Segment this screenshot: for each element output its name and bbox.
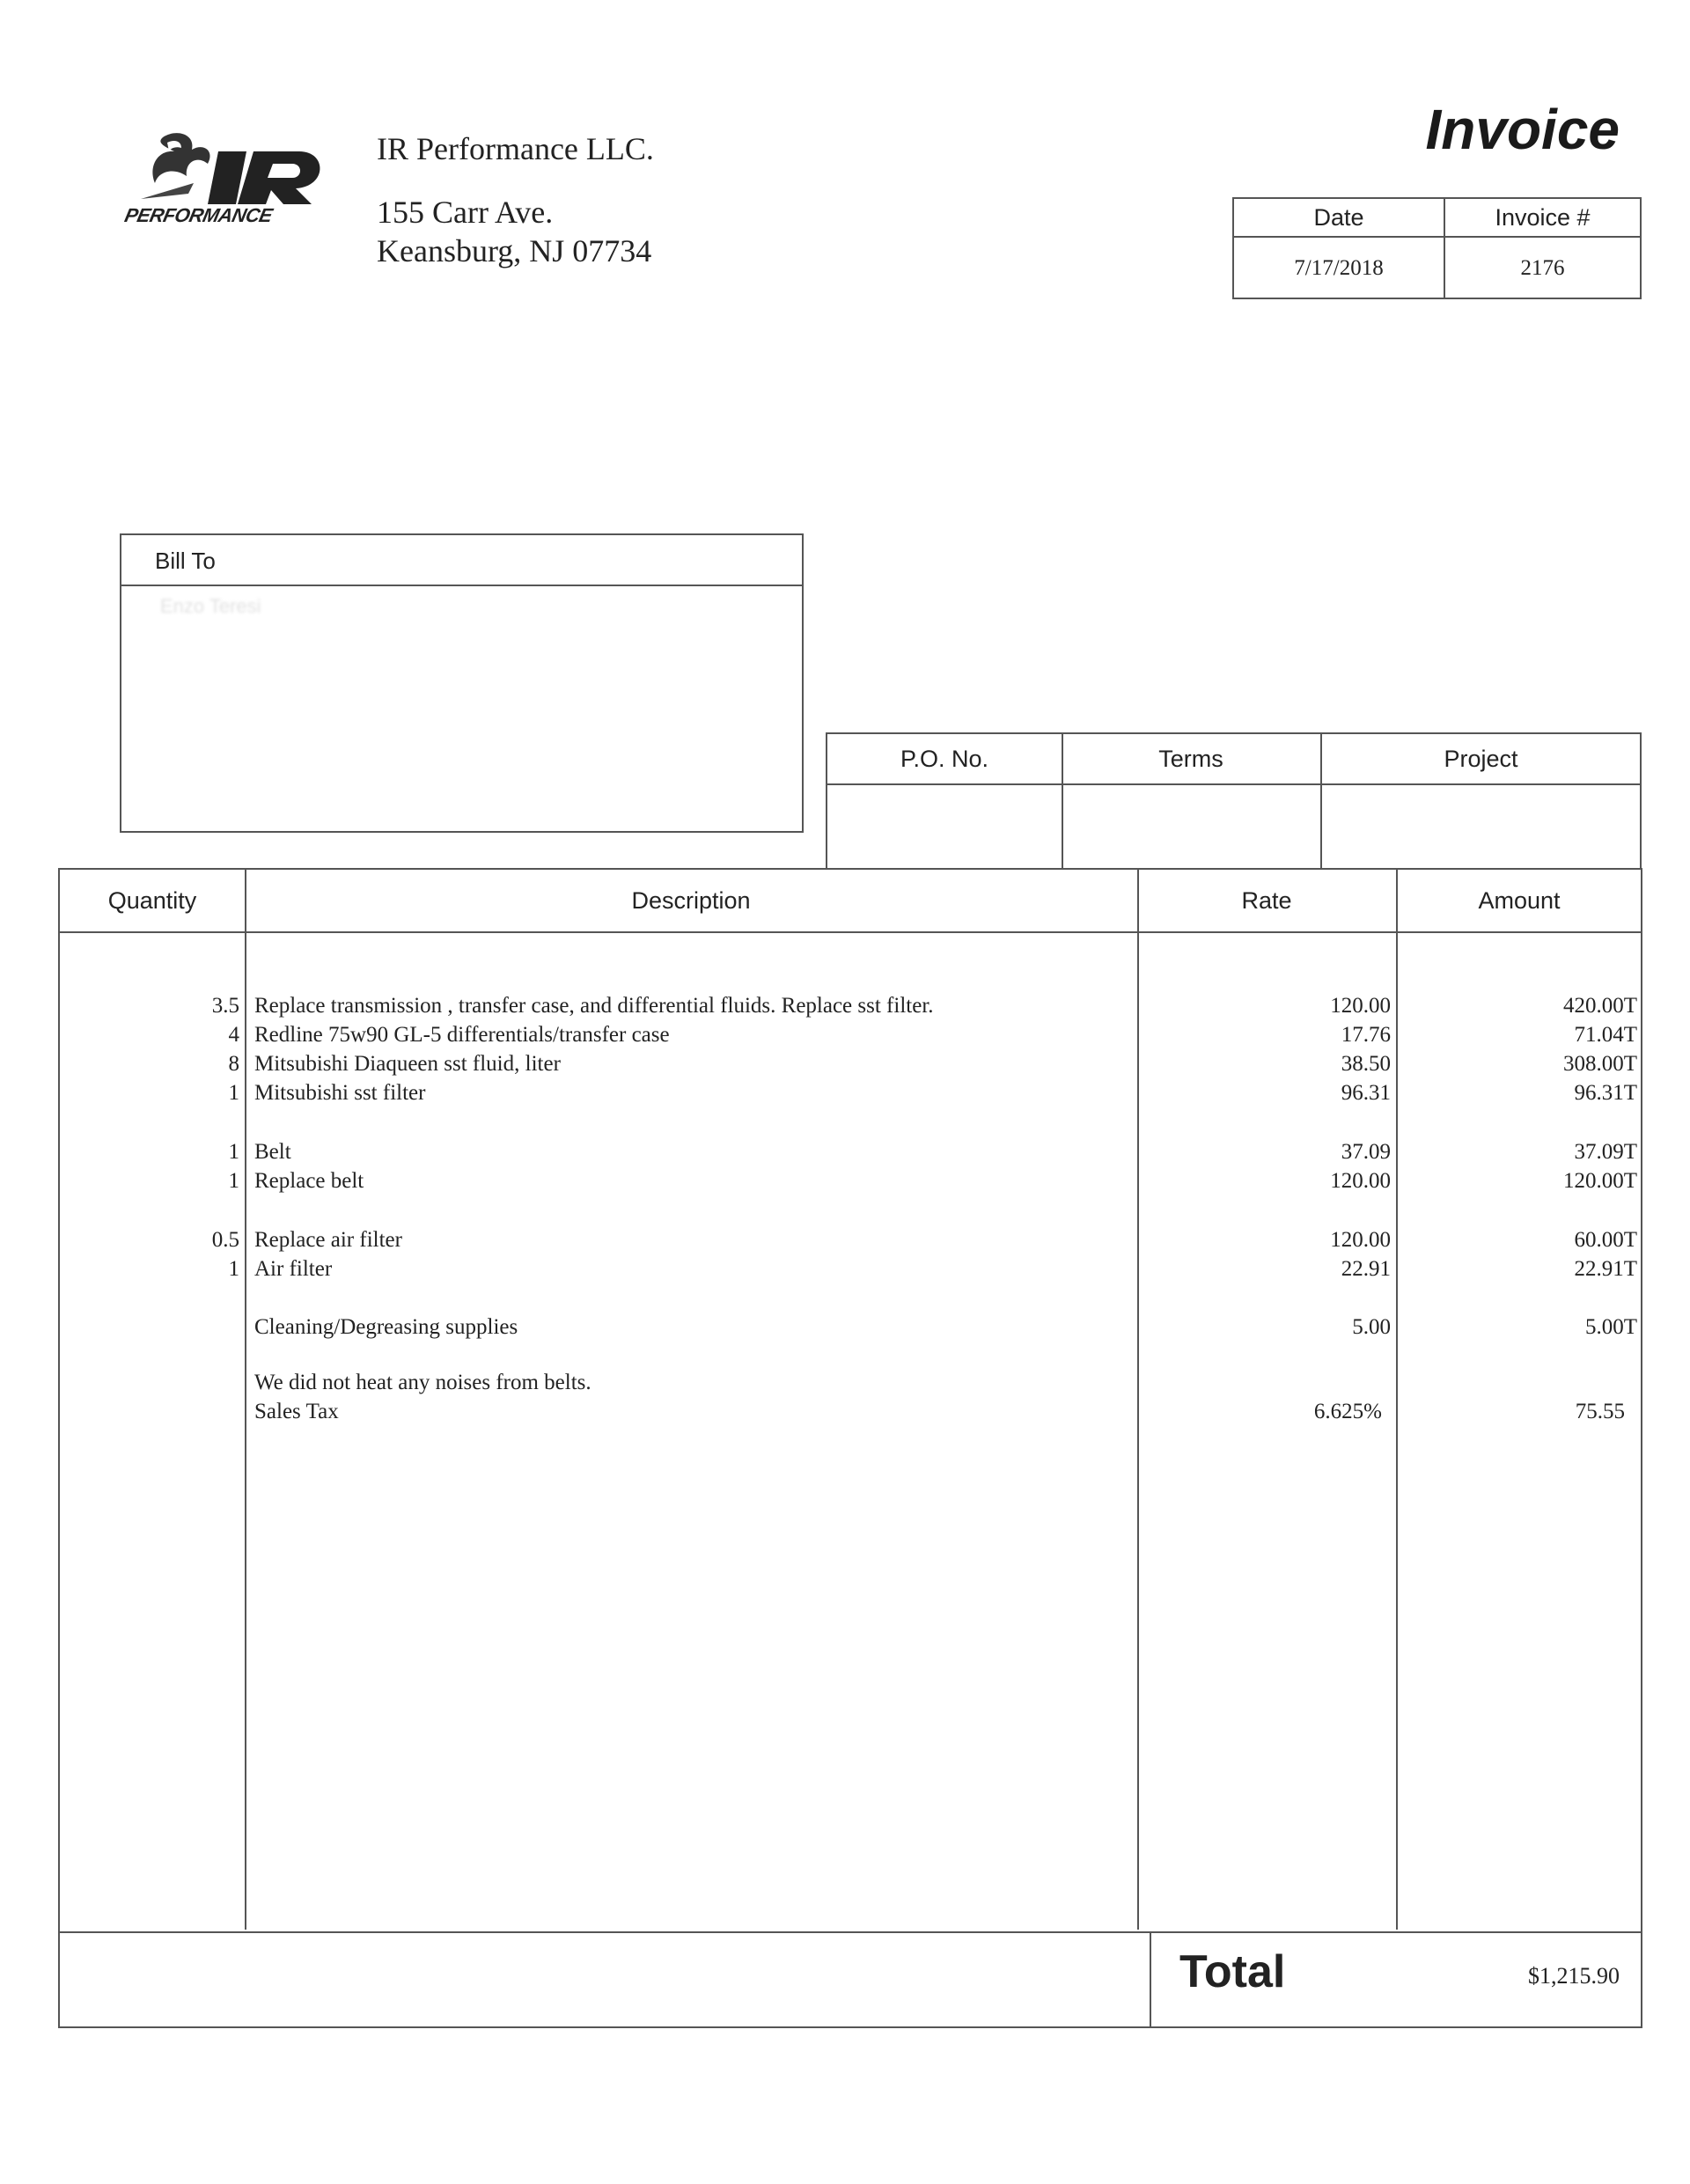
item-amount: 60.00T bbox=[1574, 1228, 1637, 1252]
table-row bbox=[0, 1169, 1690, 1198]
total-label: Total bbox=[1179, 1946, 1286, 1997]
item-description: Replace air filter bbox=[254, 1228, 402, 1252]
table-row bbox=[0, 1140, 1690, 1169]
terms-label: Terms bbox=[1158, 745, 1223, 772]
table-row bbox=[0, 1257, 1690, 1286]
invoice-meta-box bbox=[1232, 197, 1642, 299]
table-row bbox=[0, 1023, 1690, 1052]
invoice-number-label: Invoice # bbox=[1495, 203, 1591, 231]
item-rate: 17.76 bbox=[1341, 1023, 1391, 1047]
item-amount: 75.55 bbox=[1575, 1400, 1625, 1423]
item-description: Replace belt bbox=[254, 1169, 364, 1193]
item-quantity: 1 bbox=[228, 1169, 239, 1193]
item-amount: 5.00T bbox=[1584, 1315, 1637, 1339]
item-rate: 120.00 bbox=[1330, 994, 1391, 1018]
total-value: $1,215.90 bbox=[1528, 1963, 1620, 1989]
item-rate: 6.625% bbox=[1313, 1400, 1382, 1423]
logo-wordmark: PERFORMANCE bbox=[122, 204, 275, 226]
item-description: Replace transmission , transfer case, and differential fluids. Replace sst filter. bbox=[254, 994, 934, 1018]
column-header-rate: Rate bbox=[1241, 886, 1292, 914]
item-quantity: 8 bbox=[228, 1052, 239, 1076]
company-street: 155 Carr Ave. bbox=[377, 195, 554, 230]
table-row bbox=[0, 1228, 1690, 1257]
bill-to-label: Bill To bbox=[155, 548, 216, 574]
bill-to-box bbox=[120, 533, 804, 833]
table-row bbox=[0, 1400, 1690, 1429]
item-rate: 96.31 bbox=[1341, 1081, 1391, 1105]
item-rate: 120.00 bbox=[1330, 1228, 1391, 1252]
item-amount: 96.31T bbox=[1574, 1081, 1637, 1105]
page-title: Invoice bbox=[1425, 98, 1620, 161]
terms-value bbox=[1062, 785, 1320, 870]
table-row bbox=[0, 1371, 1690, 1400]
item-amount: 308.00T bbox=[1562, 1052, 1637, 1076]
item-description: Belt bbox=[254, 1140, 291, 1164]
table-row bbox=[0, 994, 1690, 1023]
item-description: Mitsubishi Diaqueen sst fluid, liter bbox=[254, 1052, 561, 1076]
item-quantity: 1 bbox=[228, 1257, 239, 1281]
item-description: Redline 75w90 GL-5 differentials/transfer case bbox=[254, 1023, 670, 1047]
invoice-date: 7/17/2018 bbox=[1294, 256, 1384, 280]
po-number-value bbox=[827, 785, 1062, 870]
item-description: We did not heat any noises from belts. bbox=[254, 1371, 592, 1394]
invoice-number: 2176 bbox=[1520, 256, 1565, 280]
item-description: Sales Tax bbox=[254, 1400, 339, 1423]
column-header-description: Description bbox=[631, 886, 751, 914]
item-rate: 5.00 bbox=[1352, 1315, 1391, 1339]
item-description: Cleaning/Degreasing supplies bbox=[254, 1315, 518, 1339]
item-rate: 37.09 bbox=[1341, 1140, 1391, 1164]
column-header-amount: Amount bbox=[1478, 886, 1561, 914]
item-rate: 120.00 bbox=[1330, 1169, 1391, 1193]
order-info-box bbox=[826, 732, 1642, 870]
item-description: Mitsubishi sst filter bbox=[254, 1081, 426, 1105]
table-row bbox=[0, 1052, 1690, 1081]
bill-to-redacted-name: Enzo Teresi bbox=[160, 595, 261, 617]
date-label: Date bbox=[1313, 203, 1364, 231]
item-description: Air filter bbox=[254, 1257, 333, 1281]
item-amount: 71.04T bbox=[1574, 1023, 1637, 1047]
column-header-quantity: Quantity bbox=[107, 886, 197, 914]
po-number-label: P.O. No. bbox=[900, 745, 989, 772]
item-quantity: 1 bbox=[228, 1081, 239, 1105]
item-quantity: 0.5 bbox=[211, 1228, 239, 1252]
item-amount: 420.00T bbox=[1562, 994, 1637, 1018]
item-rate: 22.91 bbox=[1341, 1257, 1391, 1281]
item-amount: 37.09T bbox=[1574, 1140, 1637, 1164]
item-quantity: 3.5 bbox=[211, 994, 239, 1018]
item-quantity: 4 bbox=[228, 1023, 239, 1047]
item-amount: 120.00T bbox=[1562, 1169, 1637, 1193]
company-name: IR Performance LLC. bbox=[377, 131, 654, 166]
item-amount: 22.91T bbox=[1574, 1257, 1637, 1281]
table-row bbox=[0, 1315, 1690, 1344]
item-rate: 38.50 bbox=[1341, 1052, 1391, 1076]
project-label: Project bbox=[1444, 745, 1518, 772]
project-value bbox=[1320, 785, 1642, 870]
item-quantity: 1 bbox=[228, 1140, 239, 1164]
table-row bbox=[0, 1081, 1690, 1110]
company-city-state-zip: Keansburg, NJ 07734 bbox=[377, 233, 652, 268]
